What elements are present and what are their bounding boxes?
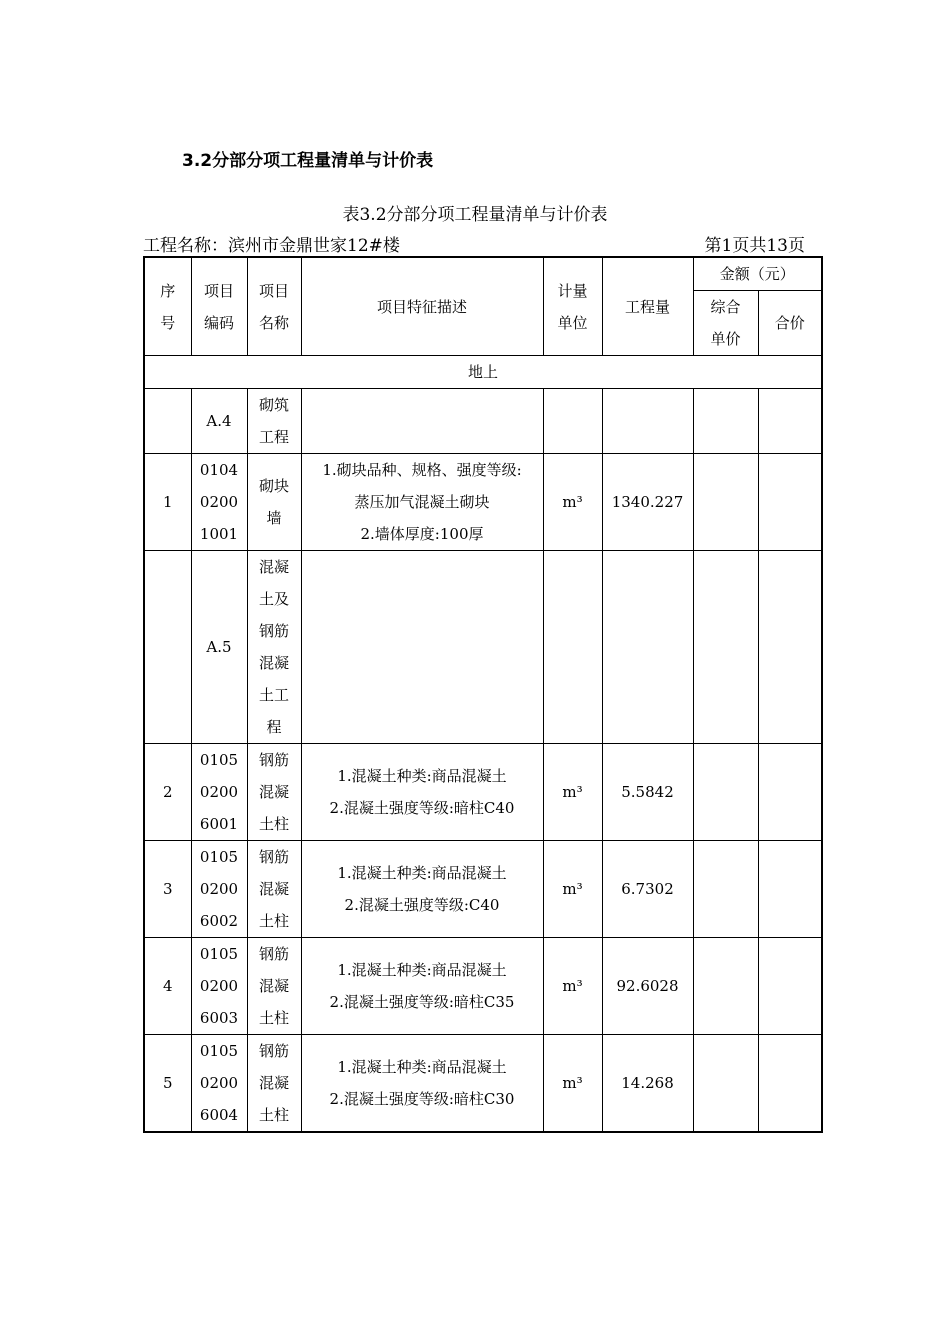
page-indicator: 第1页共13页 [704,236,805,256]
row-name: 砌块 墙 [247,454,301,551]
table-row [144,938,822,1035]
row-unit-price [693,744,758,841]
row-unit-price [693,938,758,1035]
table-row [144,744,822,841]
row-total [758,938,822,1035]
row-total [758,389,822,454]
row-qty: 1340.227 [602,454,693,551]
table-row [144,841,822,938]
row-unit: m³ [543,841,602,938]
row-code: A.4 [191,389,247,454]
header-unit: 计量 单位 [543,257,602,356]
row-name: 砌筑 工程 [247,389,301,454]
row-unit [543,389,602,454]
project-name: 工程名称：滨州市金鼎世家12#楼 [143,236,400,256]
table-row [144,551,822,744]
row-desc: 1.混凝土种类:商品混凝土 2.混凝土强度等级:C40 [301,841,543,938]
row-desc [301,389,543,454]
section-label: 地上 [144,356,822,389]
header-unit-price: 综合 单价 [693,291,758,356]
row-qty [602,389,693,454]
row-unit-price [693,551,758,744]
row-seq [144,551,191,744]
row-name: 混凝 土及 钢筋 混凝 土工 程 [247,551,301,744]
row-name: 钢筋 混凝 土柱 [247,938,301,1035]
row-code: 0104 0200 1001 [191,454,247,551]
row-desc [301,551,543,744]
row-code: 0105 0200 6004 [191,1035,247,1133]
header-code: 项目 编码 [191,257,247,356]
row-qty: 14.268 [602,1035,693,1133]
table-row [144,454,822,551]
row-seq: 2 [144,744,191,841]
row-name: 钢筋 混凝 土柱 [247,1035,301,1133]
header-name: 项目 名称 [247,257,301,356]
row-seq [144,389,191,454]
header-qty: 工程量 [602,257,693,356]
row-qty: 6.7302 [602,841,693,938]
row-seq: 4 [144,938,191,1035]
row-unit-price [693,841,758,938]
row-unit: m³ [543,1035,602,1133]
row-unit: m³ [543,454,602,551]
row-unit-price [693,1035,758,1133]
header-seq: 序 号 [144,257,191,356]
row-unit-price [693,389,758,454]
header-total: 合价 [758,291,822,356]
section-row [144,356,822,389]
row-desc: 1.混凝土种类:商品混凝土 2.混凝土强度等级:暗柱C30 [301,1035,543,1133]
row-code: A.5 [191,551,247,744]
row-total [758,551,822,744]
row-unit: m³ [543,744,602,841]
row-seq: 3 [144,841,191,938]
row-total [758,454,822,551]
row-seq: 5 [144,1035,191,1133]
row-desc: 1.混凝土种类:商品混凝土 2.混凝土强度等级:暗柱C40 [301,744,543,841]
meta-row [143,231,805,256]
section-heading: 3.2分部分项工程量清单与计价表 [182,151,434,171]
bill-of-quantities-table [143,256,823,1133]
row-qty [602,551,693,744]
row-name: 钢筋 混凝 土柱 [247,841,301,938]
row-total [758,1035,822,1133]
table-row [144,389,822,454]
row-desc: 1.砌块品种、规格、强度等级: 蒸压加气混凝土砌块 2.墙体厚度:100厚 [301,454,543,551]
row-unit-price [693,454,758,551]
header-amount: 金额（元） [693,257,822,291]
row-qty: 5.5842 [602,744,693,841]
table-caption: 表3.2分部分项工程量清单与计价表 [342,205,608,225]
row-code: 0105 0200 6001 [191,744,247,841]
row-desc: 1.混凝土种类:商品混凝土 2.混凝土强度等级:暗柱C35 [301,938,543,1035]
row-total [758,841,822,938]
row-code: 0105 0200 6002 [191,841,247,938]
table-row [144,1035,822,1133]
header-desc: 项目特征描述 [301,257,543,356]
header-row-1 [144,257,822,291]
row-unit: m³ [543,938,602,1035]
row-qty: 92.6028 [602,938,693,1035]
row-seq: 1 [144,454,191,551]
row-name: 钢筋 混凝 土柱 [247,744,301,841]
row-code: 0105 0200 6003 [191,938,247,1035]
row-total [758,744,822,841]
row-unit [543,551,602,744]
